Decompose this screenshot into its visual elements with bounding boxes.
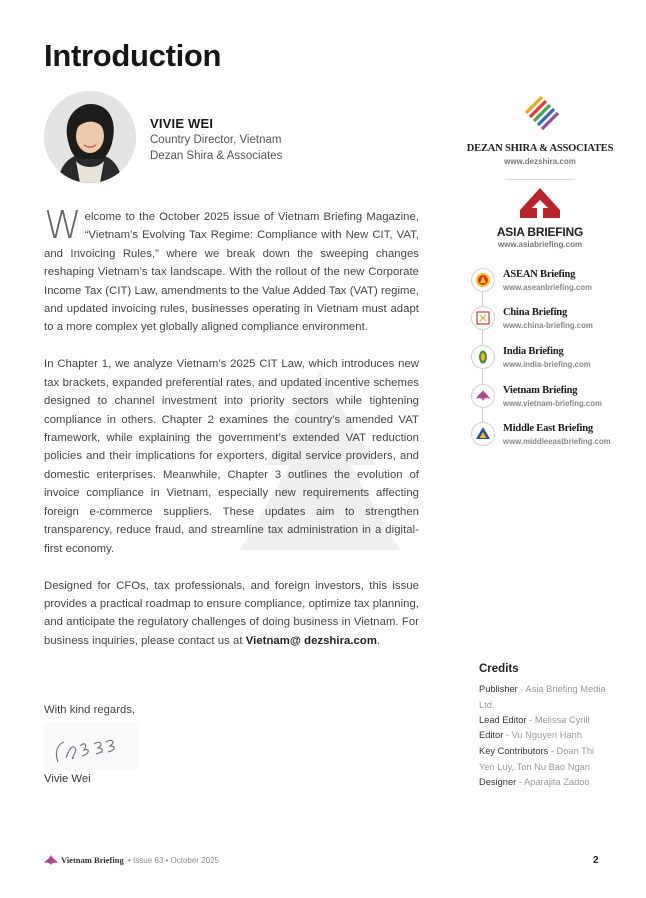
drop-cap: W bbox=[44, 203, 82, 247]
briefing-url-middle-east[interactable]: www.middleeastbriefing.com bbox=[503, 437, 611, 446]
letter-body bbox=[44, 203, 419, 669]
credit-editor: Editor - Vu Nguyen Hanh bbox=[479, 730, 583, 740]
credit-publisher-role: Publisher bbox=[479, 684, 518, 694]
author-name: VIVIE WEI bbox=[150, 116, 214, 131]
credit-designer: Designer - Aparajita Zadoo bbox=[479, 777, 590, 787]
briefing-url-asean[interactable]: www.aseanbriefing.com bbox=[503, 283, 592, 292]
briefing-url-vietnam[interactable]: www.vietnam-briefing.com bbox=[503, 399, 602, 408]
signature-image bbox=[44, 722, 139, 770]
author-role: Country Director, Vietnam bbox=[150, 134, 282, 146]
contact-email-link[interactable]: Vietnam@ dezshira.com bbox=[245, 634, 377, 647]
page-number: 2 bbox=[593, 855, 599, 866]
asia-briefing-url[interactable]: www.asiabriefing.com bbox=[497, 240, 583, 249]
credit-publisher: Publisher - Asia Briefing Media Ltd. bbox=[479, 684, 606, 710]
credit-lead-editor-role: Lead Editor bbox=[479, 715, 527, 725]
credit-editor-role: Editor bbox=[479, 730, 504, 740]
credit-lead-editor: Lead Editor - Melissa Cyrill bbox=[479, 715, 590, 725]
footer-brand: Vietnam Briefing bbox=[61, 855, 124, 865]
vietnam-briefing-icon bbox=[471, 384, 495, 408]
india-briefing-icon bbox=[471, 345, 495, 369]
closing-text: With kind regards, bbox=[44, 704, 136, 716]
briefing-name-vietnam[interactable]: Vietnam Briefing bbox=[503, 385, 578, 396]
letter-paragraph-3-text: Designed for CFOs, tax professionals, and foreign investors, this issue provides a practical roadmap to ensure compliance, optimize tax planning, and anticipate the regulatory challenges of doing business in Vietnam. For business inquiries, please contact us at bbox=[44, 579, 419, 647]
briefing-name-india[interactable]: India Briefing bbox=[503, 346, 564, 357]
author-photo bbox=[44, 91, 136, 183]
briefing-url-china[interactable]: www.china-briefing.com bbox=[503, 321, 593, 330]
dezan-shira-name: DEZAN SHIRA & ASSOCIATES bbox=[466, 143, 614, 154]
letter-paragraph-3 bbox=[44, 577, 419, 651]
briefing-url-india[interactable]: www.india-briefing.com bbox=[503, 360, 591, 369]
china-briefing-icon bbox=[471, 306, 495, 330]
credits-title: Credits bbox=[479, 663, 519, 675]
author-company: Dezan Shira & Associates bbox=[150, 150, 283, 162]
credit-publisher-value: Asia Briefing Media Ltd. bbox=[479, 684, 606, 710]
middle-east-briefing-icon bbox=[471, 422, 495, 446]
credit-contributors: Key Contributors - Doan Thi Yen Luy, Ton Nu Bao Ngan bbox=[479, 746, 595, 772]
footer-issue: • Issue 63 • October 2025 bbox=[128, 856, 219, 865]
credit-editor-value: Vu Nguyen Hanh bbox=[511, 730, 583, 740]
asia-briefing-name: ASIA BRIEFING bbox=[496, 225, 584, 239]
dezan-shira-logo-icon bbox=[520, 95, 560, 135]
letter-paragraph-1-text: elcome to the October 2025 issue of Vietnam Briefing Magazine, “Vietnam’s Evolving Tax Regime: Compliance with New CIT, VAT, and Invoicing Rules,” where we break down the sweeping changes reshaping Vietnam’s tax landscape. With the rollout of the new Corporate Income Tax (CIT) Law, amendments to the Value Added Tax (VAT) regime, and updated invoicing rules, businesses operating in Vietnam must adapt to a more complex yet globally aligned compliance environment. bbox=[44, 211, 419, 334]
dezan-shira-url[interactable]: www.dezshira.com bbox=[504, 157, 576, 166]
briefing-name-middle-east[interactable]: Middle East Briefing bbox=[503, 423, 593, 434]
briefing-name-asean[interactable]: ASEAN Briefing bbox=[503, 269, 576, 280]
vietnam-briefing-footer-icon bbox=[44, 855, 58, 865]
credit-lead-editor-value: Melissa Cyrill bbox=[534, 715, 590, 725]
page-title: Introduction bbox=[44, 38, 222, 73]
credit-contributors-role: Key Contributors bbox=[479, 746, 549, 756]
asean-briefing-icon bbox=[471, 268, 495, 292]
credit-contributors-value: Doan Thi Yen Luy, Ton Nu Bao Ngan bbox=[479, 746, 595, 772]
signer-name: Vivie Wei bbox=[44, 773, 91, 785]
letter-paragraph-2: In Chapter 1, we analyze Vietnam’s 2025 CIT Law, which introduces new tax brackets, expanded preferential rates, and updated incentive schemes designed to channel investment into priority sectors while tightening compliance in others. Chapter 2 examines the country’s amended VAT framework, while explaining the government’s extended VAT reduction policies and their implications for exporters, digital service providers, and domestic enterprises. Meanwhile, Chapter 3 outlines the evolution of invoice compliance in Vietnam, especially new requirements affecting foreign e-commerce suppliers. These updates aim to strengthen transparency, reduce fraud, and streamline tax administration in a digital-first economy. bbox=[44, 358, 419, 555]
asia-briefing-logo-icon bbox=[518, 186, 562, 222]
credit-designer-value: Aparajita Zadoo bbox=[523, 777, 590, 787]
letter-paragraph-3-end: . bbox=[376, 634, 381, 647]
credit-designer-role: Designer bbox=[479, 777, 517, 787]
logo-divider bbox=[505, 179, 575, 180]
letter-paragraph-1 bbox=[44, 203, 419, 337]
briefing-name-china[interactable]: China Briefing bbox=[503, 307, 567, 318]
